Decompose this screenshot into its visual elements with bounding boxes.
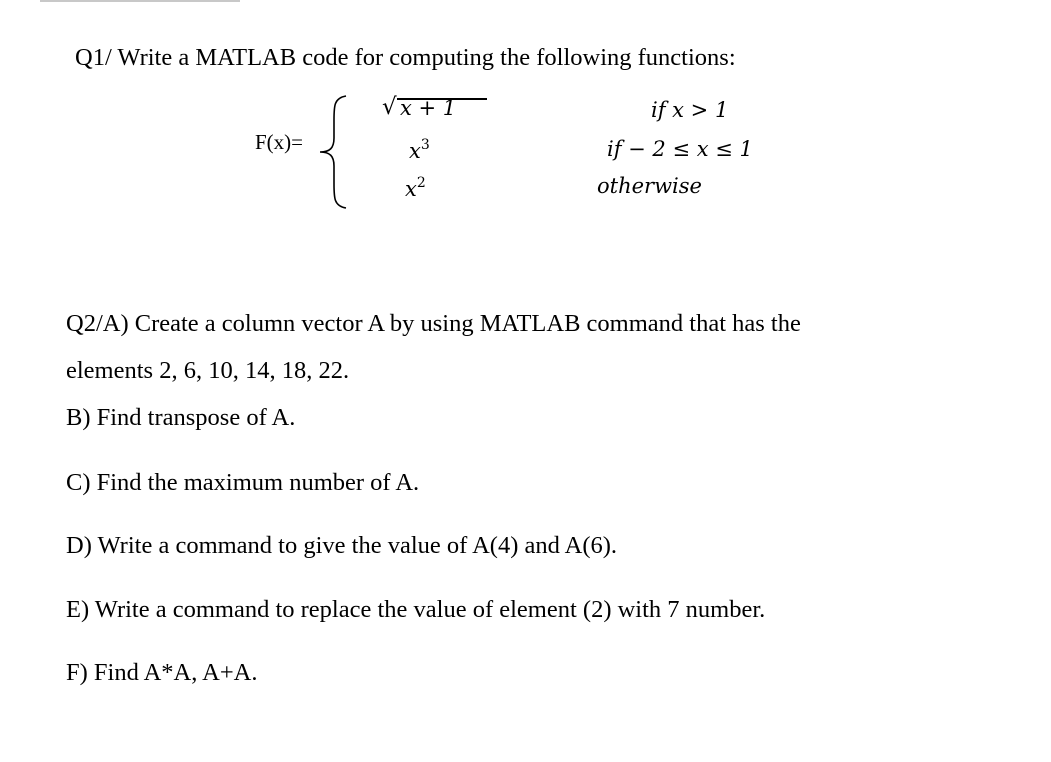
- case-1-expr-text: x + 1: [400, 96, 457, 120]
- q2-part-d: D) Write a command to give the value of A(4) and A(6).: [66, 532, 618, 559]
- case-3-base: x: [405, 177, 417, 201]
- case-2-base: x: [409, 139, 421, 163]
- q2-part-a-line1: Q2/A) Create a column vector A by using MATLAB command that has the: [66, 310, 801, 337]
- case-1-condition: if x > 1: [651, 98, 729, 122]
- case-3-condition: otherwise: [597, 174, 702, 198]
- q2-part-c: C) Find the maximum number of A.: [66, 469, 420, 496]
- top-divider: [40, 0, 240, 2]
- case-3-exponent: 2: [416, 175, 426, 191]
- q2-part-e: E) Write a command to replace the value of element (2) with 7 number.: [66, 596, 766, 623]
- q2-part-a-line2: elements 2, 6, 10, 14, 18, 22.: [66, 357, 350, 384]
- sqrt-symbol: √: [382, 94, 397, 120]
- q2-part-b: B) Find transpose of A.: [66, 404, 296, 431]
- q1-heading: Q1/ Write a MATLAB code for computing the following functions:: [75, 44, 736, 71]
- left-brace: [312, 94, 352, 210]
- case-2-exponent: 3: [420, 137, 430, 153]
- fx-label: F(x)=: [255, 130, 304, 154]
- case-2-expression: [409, 138, 430, 164]
- case-2-condition: if − 2 ≤ x ≤ 1: [607, 137, 753, 161]
- q2-part-f: F) Find A*A, A+A.: [66, 659, 258, 686]
- case-3-expression: [405, 176, 426, 202]
